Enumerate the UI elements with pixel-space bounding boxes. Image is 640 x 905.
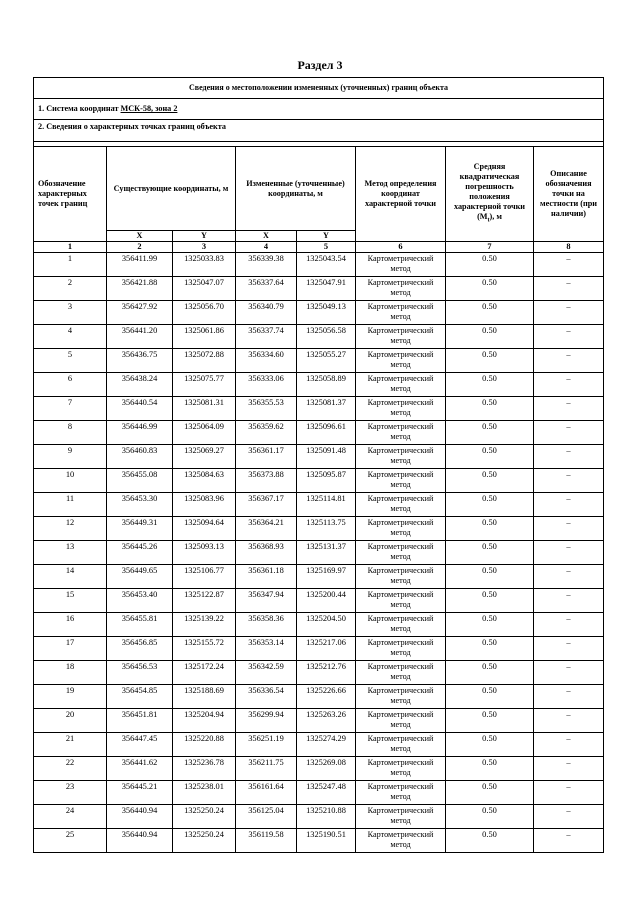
existing-x-cell: 356453.30: [107, 493, 173, 517]
point-number-cell: 9: [34, 445, 107, 469]
point-number-cell: 2: [34, 277, 107, 301]
existing-x-cell: 356436.75: [107, 349, 173, 373]
description-cell: –: [534, 661, 604, 685]
mean-error-cell: 0.50: [446, 565, 534, 589]
changed-x-cell: 356347.94: [236, 589, 297, 613]
existing-x-cell: 356445.21: [107, 781, 173, 805]
existing-y-cell: 1325188.69: [173, 685, 236, 709]
existing-x-cell: 356411.99: [107, 253, 173, 277]
changed-x-cell: 356355.53: [236, 397, 297, 421]
table-row: [34, 301, 604, 325]
point-number-cell: 10: [34, 469, 107, 493]
changed-x-cell: 356364.21: [236, 517, 297, 541]
table-row: [34, 517, 604, 541]
mean-error-cell: 0.50: [446, 469, 534, 493]
changed-y-cell: 1325247.48: [297, 781, 356, 805]
existing-y-cell: 1325093.13: [173, 541, 236, 565]
changed-y-cell: 1325210.88: [297, 805, 356, 829]
changed-x-cell: 356161.64: [236, 781, 297, 805]
changed-y-cell: 1325212.76: [297, 661, 356, 685]
changed-x-cell: 356333.06: [236, 373, 297, 397]
changed-y-cell: 1325047.91: [297, 277, 356, 301]
existing-x-cell: 356456.53: [107, 661, 173, 685]
method-cell: Картометрический метод: [356, 253, 446, 277]
method-cell: Картометрический метод: [356, 757, 446, 781]
method-cell: Картометрический метод: [356, 637, 446, 661]
table-row: [34, 733, 604, 757]
changed-y-cell: 1325269.08: [297, 757, 356, 781]
existing-y-cell: 1325033.83: [173, 253, 236, 277]
mean-error-cell: 0.50: [446, 517, 534, 541]
mean-error-cell: 0.50: [446, 781, 534, 805]
existing-x-cell: 356453.40: [107, 589, 173, 613]
point-number-cell: 13: [34, 541, 107, 565]
existing-x-cell: 356456.85: [107, 637, 173, 661]
point-number-cell: 7: [34, 397, 107, 421]
changed-y-cell: 1325200.44: [297, 589, 356, 613]
point-number-cell: 24: [34, 805, 107, 829]
description-cell: –: [534, 685, 604, 709]
changed-x-cell: 356368.93: [236, 541, 297, 565]
description-cell: –: [534, 493, 604, 517]
method-cell: Картометрический метод: [356, 301, 446, 325]
mean-error-cell: 0.50: [446, 829, 534, 853]
changed-y-cell: 1325131.37: [297, 541, 356, 565]
table-row: [34, 589, 604, 613]
point-number-cell: 14: [34, 565, 107, 589]
existing-y-cell: 1325106.77: [173, 565, 236, 589]
table-row: [34, 373, 604, 397]
description-cell: –: [534, 541, 604, 565]
existing-x-cell: 356427.92: [107, 301, 173, 325]
changed-x-cell: 356339.38: [236, 253, 297, 277]
method-cell: Картометрический метод: [356, 685, 446, 709]
changed-y-cell: 1325095.87: [297, 469, 356, 493]
description-cell: –: [534, 733, 604, 757]
mean-error-cell: 0.50: [446, 253, 534, 277]
mean-error-cell: 0.50: [446, 349, 534, 373]
changed-y-cell: 1325055.27: [297, 349, 356, 373]
changed-y-cell: 1325043.54: [297, 253, 356, 277]
changed-y-cell: 1325263.26: [297, 709, 356, 733]
existing-y-cell: 1325056.70: [173, 301, 236, 325]
changed-x-cell: 356299.94: [236, 709, 297, 733]
method-cell: Картометрический метод: [356, 613, 446, 637]
table-row: [34, 805, 604, 829]
existing-x-cell: 356441.62: [107, 757, 173, 781]
existing-y-cell: 1325139.22: [173, 613, 236, 637]
mean-error-cell: 0.50: [446, 397, 534, 421]
changed-x-cell: 356211.75: [236, 757, 297, 781]
existing-x-cell: 356451.81: [107, 709, 173, 733]
column-number: 1: [34, 242, 107, 253]
changed-x-cell: 356337.74: [236, 325, 297, 349]
description-cell: –: [534, 565, 604, 589]
point-number-cell: 15: [34, 589, 107, 613]
header-y-changed: Y: [297, 231, 356, 242]
mean-error-cell: 0.50: [446, 757, 534, 781]
method-cell: Картометрический метод: [356, 589, 446, 613]
mean-error-cell: 0.50: [446, 301, 534, 325]
mean-error-cell: 0.50: [446, 733, 534, 757]
description-cell: –: [534, 781, 604, 805]
existing-x-cell: 356446.99: [107, 421, 173, 445]
existing-x-cell: 356438.24: [107, 373, 173, 397]
description-cell: –: [534, 445, 604, 469]
changed-x-cell: 356125.04: [236, 805, 297, 829]
point-number-cell: 18: [34, 661, 107, 685]
existing-x-cell: 356440.94: [107, 805, 173, 829]
existing-y-cell: 1325172.24: [173, 661, 236, 685]
changed-y-cell: 1325190.51: [297, 829, 356, 853]
changed-x-cell: 356337.64: [236, 277, 297, 301]
existing-y-cell: 1325064.09: [173, 421, 236, 445]
changed-y-cell: 1325169.97: [297, 565, 356, 589]
method-cell: Картометрический метод: [356, 781, 446, 805]
changed-x-cell: 356359.62: [236, 421, 297, 445]
column-number: 2: [107, 242, 173, 253]
method-cell: Картометрический метод: [356, 517, 446, 541]
table-row: [34, 829, 604, 853]
method-cell: Картометрический метод: [356, 445, 446, 469]
method-cell: Картометрический метод: [356, 829, 446, 853]
existing-x-cell: 356440.94: [107, 829, 173, 853]
existing-x-cell: 356447.45: [107, 733, 173, 757]
changed-y-cell: 1325056.58: [297, 325, 356, 349]
changed-y-cell: 1325091.48: [297, 445, 356, 469]
point-number-cell: 12: [34, 517, 107, 541]
header-mean-error-unit: ), м: [489, 212, 502, 222]
existing-y-cell: 1325081.31: [173, 397, 236, 421]
existing-y-cell: 1325094.64: [173, 517, 236, 541]
header-existing-coords: Существующие координаты, м: [107, 147, 236, 231]
table-row: [34, 253, 604, 277]
table-row: [34, 781, 604, 805]
method-cell: Картометрический метод: [356, 541, 446, 565]
existing-y-cell: 1325084.63: [173, 469, 236, 493]
method-cell: Картометрический метод: [356, 277, 446, 301]
header-mean-error-subscript: t: [487, 217, 490, 224]
changed-y-cell: 1325058.89: [297, 373, 356, 397]
changed-x-cell: 356342.59: [236, 661, 297, 685]
changed-x-cell: 356373.88: [236, 469, 297, 493]
changed-x-cell: 356358.36: [236, 613, 297, 637]
existing-y-cell: 1325220.88: [173, 733, 236, 757]
point-number-cell: 8: [34, 421, 107, 445]
method-cell: Картометрический метод: [356, 709, 446, 733]
point-number-cell: 16: [34, 613, 107, 637]
coordinate-system-label: 1. Система координат: [38, 104, 121, 113]
method-cell: Картометрический метод: [356, 565, 446, 589]
existing-x-cell: 356421.88: [107, 277, 173, 301]
description-cell: –: [534, 757, 604, 781]
mean-error-cell: 0.50: [446, 373, 534, 397]
point-number-cell: 11: [34, 493, 107, 517]
column-number: 7: [446, 242, 534, 253]
changed-x-cell: 356361.17: [236, 445, 297, 469]
table-row: [34, 469, 604, 493]
existing-x-cell: 356455.81: [107, 613, 173, 637]
coordinate-system-value: МСК-58, зона 2: [120, 104, 178, 113]
changed-y-cell: 1325204.50: [297, 613, 356, 637]
changed-x-cell: 356353.14: [236, 637, 297, 661]
existing-y-cell: 1325250.24: [173, 805, 236, 829]
header-x-existing: X: [107, 231, 173, 242]
method-cell: Картометрический метод: [356, 397, 446, 421]
point-number-cell: 22: [34, 757, 107, 781]
point-number-cell: 3: [34, 301, 107, 325]
changed-x-cell: 356334.60: [236, 349, 297, 373]
point-number-cell: 4: [34, 325, 107, 349]
point-number-cell: 6: [34, 373, 107, 397]
mean-error-cell: 0.50: [446, 613, 534, 637]
changed-y-cell: 1325217.06: [297, 637, 356, 661]
table-row: [34, 613, 604, 637]
mean-error-cell: 0.50: [446, 445, 534, 469]
table-row: [34, 397, 604, 421]
description-cell: –: [534, 517, 604, 541]
existing-y-cell: 1325075.77: [173, 373, 236, 397]
existing-y-cell: 1325122.87: [173, 589, 236, 613]
mean-error-cell: 0.50: [446, 589, 534, 613]
description-cell: –: [534, 829, 604, 853]
description-cell: –: [534, 613, 604, 637]
changed-y-cell: 1325113.75: [297, 517, 356, 541]
existing-x-cell: 356449.31: [107, 517, 173, 541]
description-cell: –: [534, 325, 604, 349]
point-number-cell: 20: [34, 709, 107, 733]
coordinate-system-line: [34, 99, 604, 120]
column-number: 6: [356, 242, 446, 253]
existing-x-cell: 356440.54: [107, 397, 173, 421]
description-cell: –: [534, 637, 604, 661]
column-number: 8: [534, 242, 604, 253]
existing-y-cell: 1325061.86: [173, 325, 236, 349]
header-mean-error: [446, 147, 534, 242]
changed-x-cell: 356340.79: [236, 301, 297, 325]
table-row: [34, 421, 604, 445]
column-number: 4: [236, 242, 297, 253]
header-description: Описание обозначения точки на местности (при наличии): [534, 147, 604, 242]
header-method: Метод определения координат характерной точки: [356, 147, 446, 242]
description-cell: –: [534, 805, 604, 829]
column-number: 3: [173, 242, 236, 253]
mean-error-cell: 0.50: [446, 421, 534, 445]
mean-error-cell: 0.50: [446, 325, 534, 349]
existing-x-cell: 356454.85: [107, 685, 173, 709]
changed-x-cell: 356361.18: [236, 565, 297, 589]
description-cell: –: [534, 709, 604, 733]
method-cell: Картометрический метод: [356, 805, 446, 829]
description-cell: –: [534, 349, 604, 373]
boundary-points-table: [33, 77, 604, 853]
changed-y-cell: 1325226.66: [297, 685, 356, 709]
existing-x-cell: 356449.65: [107, 565, 173, 589]
table-row: [34, 325, 604, 349]
point-number-cell: 23: [34, 781, 107, 805]
column-number: 5: [297, 242, 356, 253]
mean-error-cell: 0.50: [446, 277, 534, 301]
method-cell: Картометрический метод: [356, 373, 446, 397]
table-row: [34, 445, 604, 469]
description-cell: –: [534, 469, 604, 493]
changed-y-cell: 1325049.13: [297, 301, 356, 325]
description-cell: –: [534, 589, 604, 613]
existing-y-cell: 1325238.01: [173, 781, 236, 805]
description-cell: –: [534, 421, 604, 445]
method-cell: Картометрический метод: [356, 733, 446, 757]
table-row: [34, 541, 604, 565]
changed-x-cell: 356367.17: [236, 493, 297, 517]
method-cell: Картометрический метод: [356, 421, 446, 445]
header-x-changed: X: [236, 231, 297, 242]
changed-x-cell: 356336.54: [236, 685, 297, 709]
table-banner: Сведения о местоположении измененных (уточненных) границ объекта: [34, 78, 604, 99]
table-row: [34, 277, 604, 301]
page-title: Раздел 3: [297, 58, 343, 72]
table-row: [34, 637, 604, 661]
point-number-cell: 25: [34, 829, 107, 853]
existing-x-cell: 356445.26: [107, 541, 173, 565]
existing-y-cell: 1325069.27: [173, 445, 236, 469]
description-cell: –: [534, 373, 604, 397]
mean-error-cell: 0.50: [446, 541, 534, 565]
method-cell: Картометрический метод: [356, 349, 446, 373]
header-changed-coords: Измененные (уточненные) координаты, м: [236, 147, 356, 231]
mean-error-cell: 0.50: [446, 637, 534, 661]
point-number-cell: 5: [34, 349, 107, 373]
description-cell: –: [534, 397, 604, 421]
point-number-cell: 1: [34, 253, 107, 277]
existing-x-cell: 356460.83: [107, 445, 173, 469]
point-number-cell: 21: [34, 733, 107, 757]
header-y-existing: Y: [173, 231, 236, 242]
existing-x-cell: 356441.20: [107, 325, 173, 349]
changed-y-cell: 1325096.61: [297, 421, 356, 445]
table-row: [34, 349, 604, 373]
table-row: [34, 709, 604, 733]
description-cell: –: [534, 253, 604, 277]
changed-x-cell: 356119.58: [236, 829, 297, 853]
method-cell: Картометрический метод: [356, 469, 446, 493]
existing-y-cell: 1325083.96: [173, 493, 236, 517]
existing-y-cell: 1325236.78: [173, 757, 236, 781]
changed-y-cell: 1325114.81: [297, 493, 356, 517]
changed-x-cell: 356251.19: [236, 733, 297, 757]
method-cell: Картометрический метод: [356, 325, 446, 349]
changed-y-cell: 1325274.29: [297, 733, 356, 757]
point-number-cell: 17: [34, 637, 107, 661]
mean-error-cell: 0.50: [446, 661, 534, 685]
existing-y-cell: 1325072.88: [173, 349, 236, 373]
point-number-cell: 19: [34, 685, 107, 709]
header-mean-error-text: Средняя квадратическая погрешность положения характерной точки (M: [453, 162, 526, 222]
table-row: [34, 661, 604, 685]
method-cell: Картометрический метод: [356, 493, 446, 517]
table-row: [34, 565, 604, 589]
existing-y-cell: 1325204.94: [173, 709, 236, 733]
mean-error-cell: 0.50: [446, 493, 534, 517]
method-cell: Картометрический метод: [356, 661, 446, 685]
mean-error-cell: 0.50: [446, 805, 534, 829]
existing-y-cell: 1325155.72: [173, 637, 236, 661]
mean-error-cell: 0.50: [446, 685, 534, 709]
existing-y-cell: 1325047.07: [173, 277, 236, 301]
table-row: [34, 757, 604, 781]
points-section-title: 2. Сведения о характерных точках границ объекта: [34, 120, 604, 142]
mean-error-cell: 0.50: [446, 709, 534, 733]
description-cell: –: [534, 301, 604, 325]
table-row: [34, 493, 604, 517]
table-row: [34, 685, 604, 709]
header-point-designation: Обозначение характерных точек границ: [34, 147, 107, 242]
existing-y-cell: 1325250.24: [173, 829, 236, 853]
existing-x-cell: 356455.08: [107, 469, 173, 493]
changed-y-cell: 1325081.37: [297, 397, 356, 421]
description-cell: –: [534, 277, 604, 301]
